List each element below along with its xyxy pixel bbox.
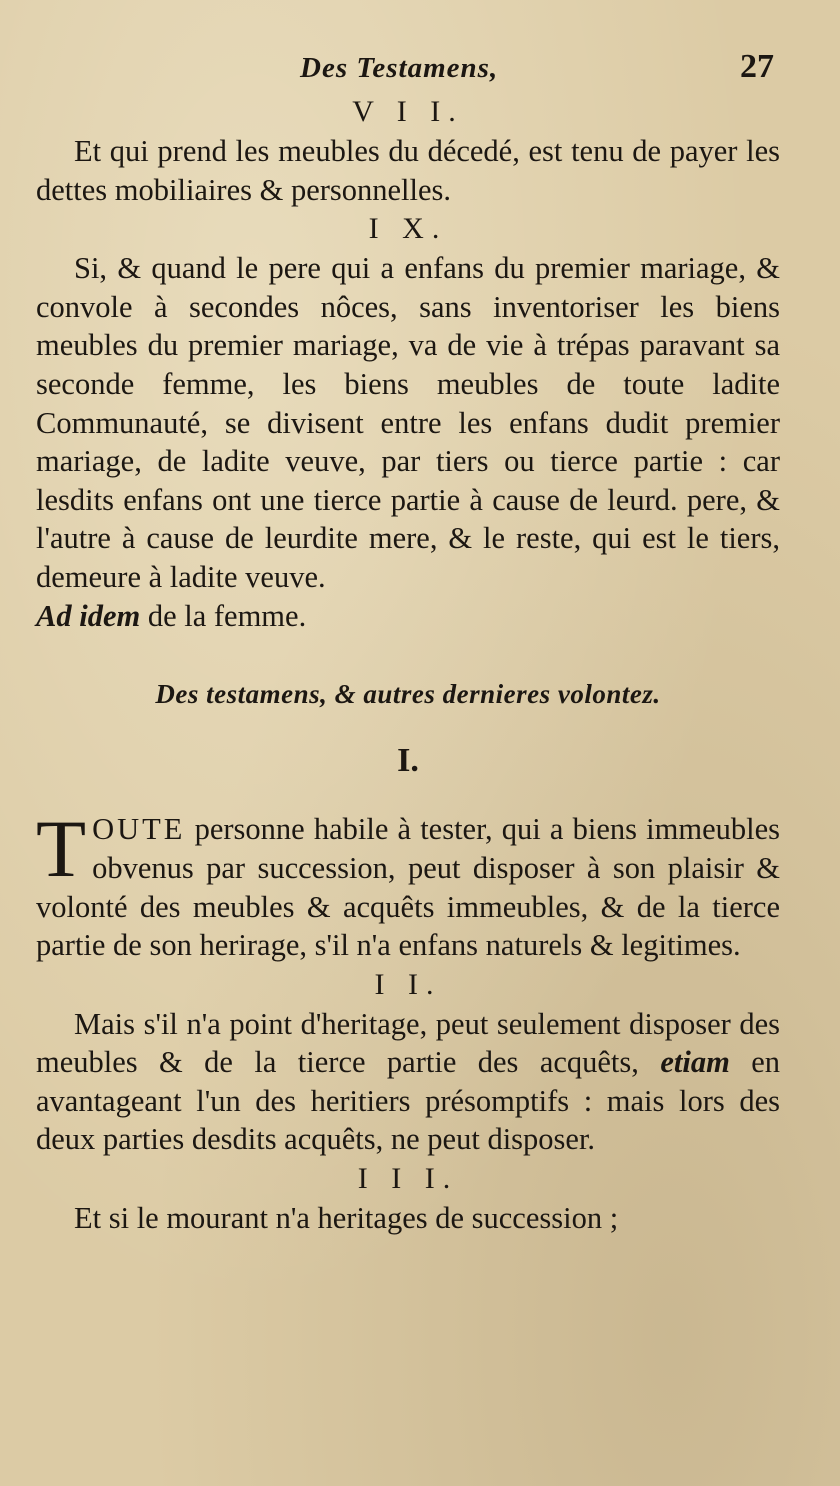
- article-iii-text: Et si le mourant n'a heritages de succession ;: [74, 1201, 619, 1236]
- page-body: [36, 92, 780, 1238]
- article-i-text: personne habile à tester, qui a biens immeubles obvenus par succession, peut disposer à son plaisir & volonté des meubles & acquêts immeubles, & de la tierce partie de son herirage, s'il n'a enfans naturels & legitimes.: [36, 812, 780, 963]
- article-ix-text: Si, & quand le pere qui a enfans du premier mariage, & convole à secondes nôces, sans inventoriser les biens meubles du premier mariage, va de vie à trépas paravant sa seconde femme, les biens meubles de toute ladite Communauté, se divisent entre les enfans dudit premier mariage, de ladite veuve, par tiers ou tierce partie : car lesdits enfans ont une tierce partie à cause de leurd. pere, & l'autre à cause de leurdite mere, & le reste, qui est le tiers, demeure à ladite veuve.: [36, 251, 780, 594]
- article-i-first-word: OUTE: [92, 812, 186, 847]
- article-numeral-iii: I I I.: [357, 1162, 459, 1196]
- article-ii-paragraph: [36, 1005, 780, 1159]
- running-title: Des Testamens,: [300, 52, 499, 84]
- article-viii-text: Et qui prend les meubles du décedé, est tenu de payer les dettes mobiliaires & personnelles.: [36, 134, 780, 207]
- page-number: 27: [740, 48, 774, 85]
- drop-cap: T: [36, 803, 87, 895]
- article-ii-text-after: en avantageant l'un des heritiers présomptifs : mais lors des deux parties desdits acquêts, ne peut disposer.: [36, 1045, 781, 1157]
- article-numeral-ix: I X.: [368, 212, 448, 246]
- article-numeral-viii: V I I.: [352, 95, 464, 128]
- article-ix-closing: de la femme.: [147, 598, 307, 633]
- article-i-paragraph: [36, 803, 780, 964]
- article-ix-paragraph: [36, 249, 780, 635]
- section-title: Des testamens, & autres dernieres volontez.: [155, 679, 661, 710]
- article-numeral-ii: I I.: [374, 967, 442, 1001]
- page-header: [0, 48, 840, 92]
- article-ii-text-before: Mais s'il n'a point d'heritage, peut seulement disposer des meubles & de la tierce partie des acquêts,: [36, 1006, 780, 1080]
- article-numeral-i: I.: [397, 741, 419, 779]
- ad-idem-italic: Ad idem: [36, 598, 141, 633]
- etiam-italic: etiam: [660, 1045, 730, 1080]
